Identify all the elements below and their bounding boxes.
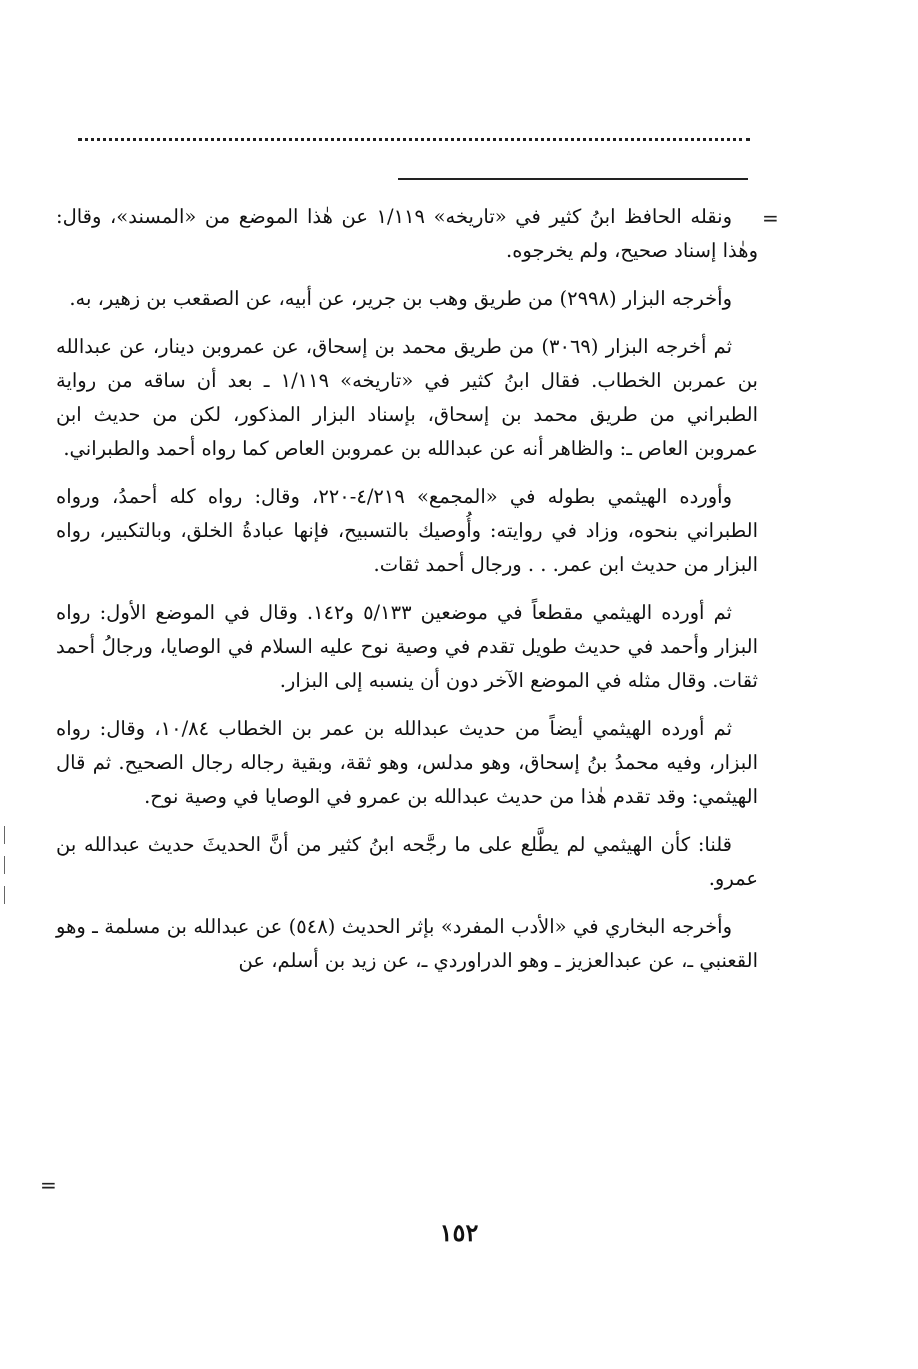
- footnote-dotted-separator: [78, 138, 750, 151]
- paragraph: ثم أخرجه البزار (٣٠٦٩) من طريق محمد بن إسحاق، عن عمروبن دينار، عن عبدالله بن عمربن الخطاب. فقال ابنُ كثير في «تاريخه» ١/١١٩ ـ بعد أن ساقه من رواية الطبراني من طريق محمد بن إسحاق، بإسناد البزار المذكور، لكن من حديث ابن عمروبن العاص ـ: والظاهر أنه عن عبدالله بن عمروبن العاص كما رواه أحمد والطبراني.: [56, 335, 758, 460]
- margin-mark: [4, 826, 5, 844]
- page-number: ١٥٢: [439, 1218, 479, 1247]
- footnote-text: [56, 200, 758, 992]
- paragraph: ثم أورده الهيثمي أيضاً من حديث عبدالله بن عمر بن الخطاب ١٠/٨٤، وقال: رواه البزار، وفيه محمدُ بنُ إسحاق، وهو مدلس، وهو ثقة، وبقية رجاله رجال الصحيح. ثم قال الهيثمي: وقد تقدم هٰذا من حديث عبدالله بن عمرو في الوصايا في وصية نوح.: [56, 717, 758, 808]
- paragraph: ونقله الحافظ ابنُ كثير في «تاريخه» ١/١١٩ عن هٰذا الموضع من «المسند»، وقال: وهٰذا إسناد صحيح، ولم يخرجوه.: [56, 205, 758, 262]
- continuation-mark-top: =: [762, 206, 779, 230]
- margin-mark: [4, 886, 5, 904]
- paragraph: وأخرجه البزار (٢٩٩٨) من طريق وهب بن جرير، عن أبيه، عن الصقعب بن زهير، به.: [69, 287, 732, 310]
- paragraph: وأخرجه البخاري في «الأدب المفرد» بإثر الحديث (٥٤٨) عن عبدالله بن مسلمة ـ وهو القعنبي ـ، عن عبدالعزيز ـ وهو الدراوردي ـ، عن زيد بن أسلم، عن: [56, 915, 758, 972]
- paragraph: ثم أورده الهيثمي مقطعاً في موضعين ٥/١٣٣ و١٤٢. وقال في الموضع الأول: رواه البزار وأحمد في حديث طويل تقدم في وصية نوح عليه السلام في الوصايا، ورجالُ أحمد ثقات. وقال مثله في الموضع الآخر دون أن ينسبه إلى البزار.: [56, 601, 758, 692]
- continuation-mark-bottom: =: [40, 1173, 57, 1197]
- margin-mark: [4, 856, 5, 874]
- paragraph: قلنا: كأن الهيثمي لم يطَّلع على ما رجَّحه ابنُ كثير من أنَّ الحديثَ حديث عبدالله بن عمرو.: [56, 833, 758, 890]
- paragraph: وأورده الهيثمي بطوله في «المجمع» ٤/٢١٩-٢٢٠، وقال: رواه كله أحمدُ، ورواه الطبراني بنحوه، وزاد في روايته: وأُوصيك بالتسبيح، فإنها عبادةُ الخلق، وبالتكبير، رواه البزار من حديث ابن عمر. . . ورجال أحمد ثقات.: [56, 485, 758, 576]
- footnote-rule: [398, 178, 748, 180]
